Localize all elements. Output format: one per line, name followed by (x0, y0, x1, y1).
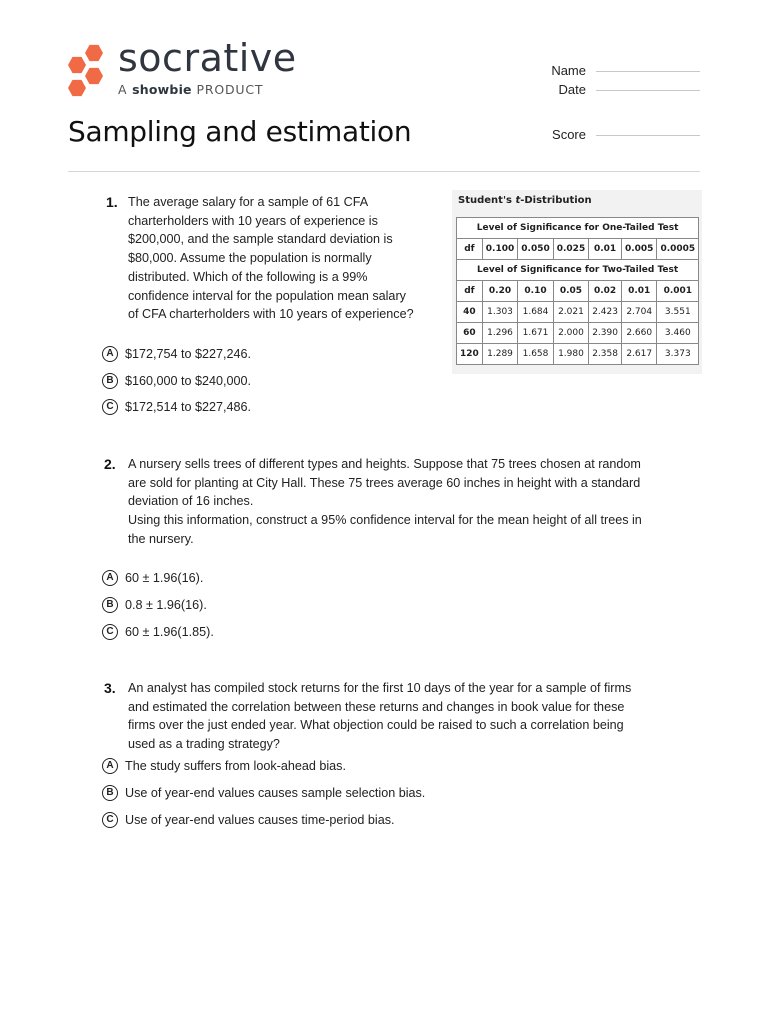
option-letter-c: C (102, 812, 118, 828)
level-cell: 0.01 (621, 281, 656, 302)
logo-hexagon (68, 56, 86, 74)
value-cell: 1.671 (518, 323, 553, 344)
question-1-number: 1. (106, 194, 118, 210)
value-cell: 3.551 (657, 302, 699, 323)
t-table-title (458, 195, 592, 206)
value-cell: 1.296 (482, 323, 517, 344)
value-cell: 2.358 (589, 344, 622, 365)
value-cell: 2.423 (589, 302, 622, 323)
question-line: firms over the just ended year. What objection could be raised to such a correlation being (128, 718, 624, 733)
date-label: Date (558, 82, 586, 97)
question-line: and estimated the correlation between these returns and changes in book value for these (128, 699, 625, 714)
df-header: df (457, 239, 483, 260)
level-cell: 0.02 (589, 281, 622, 302)
score-line[interactable] (596, 135, 700, 136)
t-table-grid (456, 217, 699, 365)
two-tailed-header: Level of Significance for Two-Tailed Test (457, 260, 699, 281)
question-line: A nursery sells trees of different types and heights. Suppose that 75 trees chosen at random (128, 457, 641, 471)
question-line: An analyst has compiled stock returns for the first 10 days of the year for a sample of firms (128, 681, 632, 695)
level-cell: 0.005 (621, 239, 656, 260)
value-cell: 1.289 (482, 344, 517, 365)
option-text: Use of year-end values causes sample selection bias. (125, 786, 426, 800)
logo-hexagon (85, 67, 103, 85)
question-line: of CFA charterholders with 10 years of experience? (128, 307, 414, 322)
option-text: $172,754 to $227,246. (125, 347, 252, 361)
option-text: 60 ± 1.96(16). (125, 571, 204, 585)
option-letter-b: B (102, 597, 118, 613)
socrative-logo (66, 36, 306, 102)
question-2-text (128, 455, 708, 549)
value-cell: 2.390 (589, 323, 622, 344)
question-2-number: 2. (104, 456, 116, 472)
score-field (516, 127, 700, 142)
option-letter-b: B (102, 785, 118, 801)
value-cell: 3.373 (657, 344, 699, 365)
brand-name: socrative (118, 36, 297, 80)
question-line: are sold for planting at City Hall. These 75 trees average 60 inches in height with a standard (128, 475, 641, 490)
question-line: The average salary for a sample of 61 CFA (128, 195, 369, 209)
question-line: the nursery. (128, 531, 194, 546)
option-text: $160,000 to $240,000. (125, 374, 252, 388)
option-text: The study suffers from look-ahead bias. (125, 759, 346, 773)
t-title-suffix: -Distribution (520, 195, 592, 206)
table-row (457, 323, 699, 344)
question-line: confidence interval for the population mean salary (128, 288, 406, 303)
question-line: deviation of 16 inches. (128, 494, 254, 509)
level-cell: 0.20 (482, 281, 517, 302)
option-text: 0.8 ± 1.96(16). (125, 598, 207, 612)
option-letter-c: C (102, 399, 118, 415)
value-cell: 1.684 (518, 302, 553, 323)
value-cell: 2.021 (553, 302, 588, 323)
question-line: distributed. Which of the following is a 99% (128, 269, 368, 284)
value-cell: 1.658 (518, 344, 553, 365)
table-row (457, 302, 699, 323)
level-cell: 0.100 (482, 239, 517, 260)
value-cell: 3.460 (657, 323, 699, 344)
option-letter-a: A (102, 570, 118, 586)
level-cell: 0.001 (657, 281, 699, 302)
question-3-text (128, 679, 708, 754)
option-3b[interactable] (102, 785, 425, 803)
option-letter-a: A (102, 346, 118, 362)
value-cell: 2.000 (553, 323, 588, 344)
t-title-italic: t (515, 195, 521, 206)
option-3c[interactable] (102, 812, 395, 830)
option-2b[interactable] (102, 597, 207, 615)
option-2c[interactable] (102, 624, 214, 642)
option-2a[interactable] (102, 570, 203, 588)
option-1b[interactable] (102, 373, 251, 391)
option-letter-a: A (102, 758, 118, 774)
tagline-suffix: PRODUCT (196, 82, 264, 97)
name-field (516, 63, 700, 78)
date-line[interactable] (596, 90, 700, 91)
logo-hexagon (68, 79, 86, 97)
df-header: df (457, 281, 483, 302)
question-line: $200,000, and the sample standard deviation is (128, 232, 393, 247)
option-1a[interactable] (102, 346, 251, 364)
question-line: $80,000. Assume the population is normally (128, 251, 372, 266)
logo-hexagon (85, 44, 103, 62)
tagline-prefix: A (118, 82, 128, 97)
level-cell: 0.10 (518, 281, 553, 302)
name-label: Name (551, 63, 586, 78)
question-line: Using this information, construct a 95% confidence interval for the mean height of all trees in (128, 513, 642, 528)
option-1c[interactable] (102, 399, 251, 417)
option-letter-c: C (102, 624, 118, 640)
df-cell: 60 (457, 323, 483, 344)
df-cell: 120 (457, 344, 483, 365)
level-cell: 0.05 (553, 281, 588, 302)
value-cell: 1.980 (553, 344, 588, 365)
table-row (457, 344, 699, 365)
tagline-brand: showbie (132, 82, 192, 97)
score-label: Score (552, 127, 586, 142)
option-text: 60 ± 1.96(1.85). (125, 625, 214, 639)
name-line[interactable] (596, 71, 700, 72)
level-cell: 0.025 (553, 239, 588, 260)
level-cell: 0.01 (589, 239, 622, 260)
option-letter-b: B (102, 373, 118, 389)
value-cell: 2.617 (621, 344, 656, 365)
date-field (516, 82, 700, 97)
option-text: $172,514 to $227,486. (125, 400, 252, 414)
value-cell: 2.704 (621, 302, 656, 323)
value-cell: 1.303 (482, 302, 517, 323)
question-1-text (128, 193, 448, 324)
level-cell: 0.050 (518, 239, 553, 260)
value-cell: 2.660 (621, 323, 656, 344)
brand-tagline (118, 82, 263, 97)
header-divider (68, 171, 700, 172)
page-title: Sampling and estimation (68, 115, 412, 148)
t-distribution-table (452, 190, 702, 374)
question-line: charterholders with 10 years of experience is (128, 213, 378, 228)
question-line: used as a trading strategy? (128, 737, 280, 752)
option-3a[interactable] (102, 758, 346, 776)
option-text: Use of year-end values causes time-period bias. (125, 813, 395, 827)
df-cell: 40 (457, 302, 483, 323)
question-3-number: 3. (104, 680, 116, 696)
t-title-prefix: Student's (458, 195, 516, 206)
level-cell: 0.0005 (657, 239, 699, 260)
one-tailed-header: Level of Significance for One-Tailed Test (457, 218, 699, 239)
